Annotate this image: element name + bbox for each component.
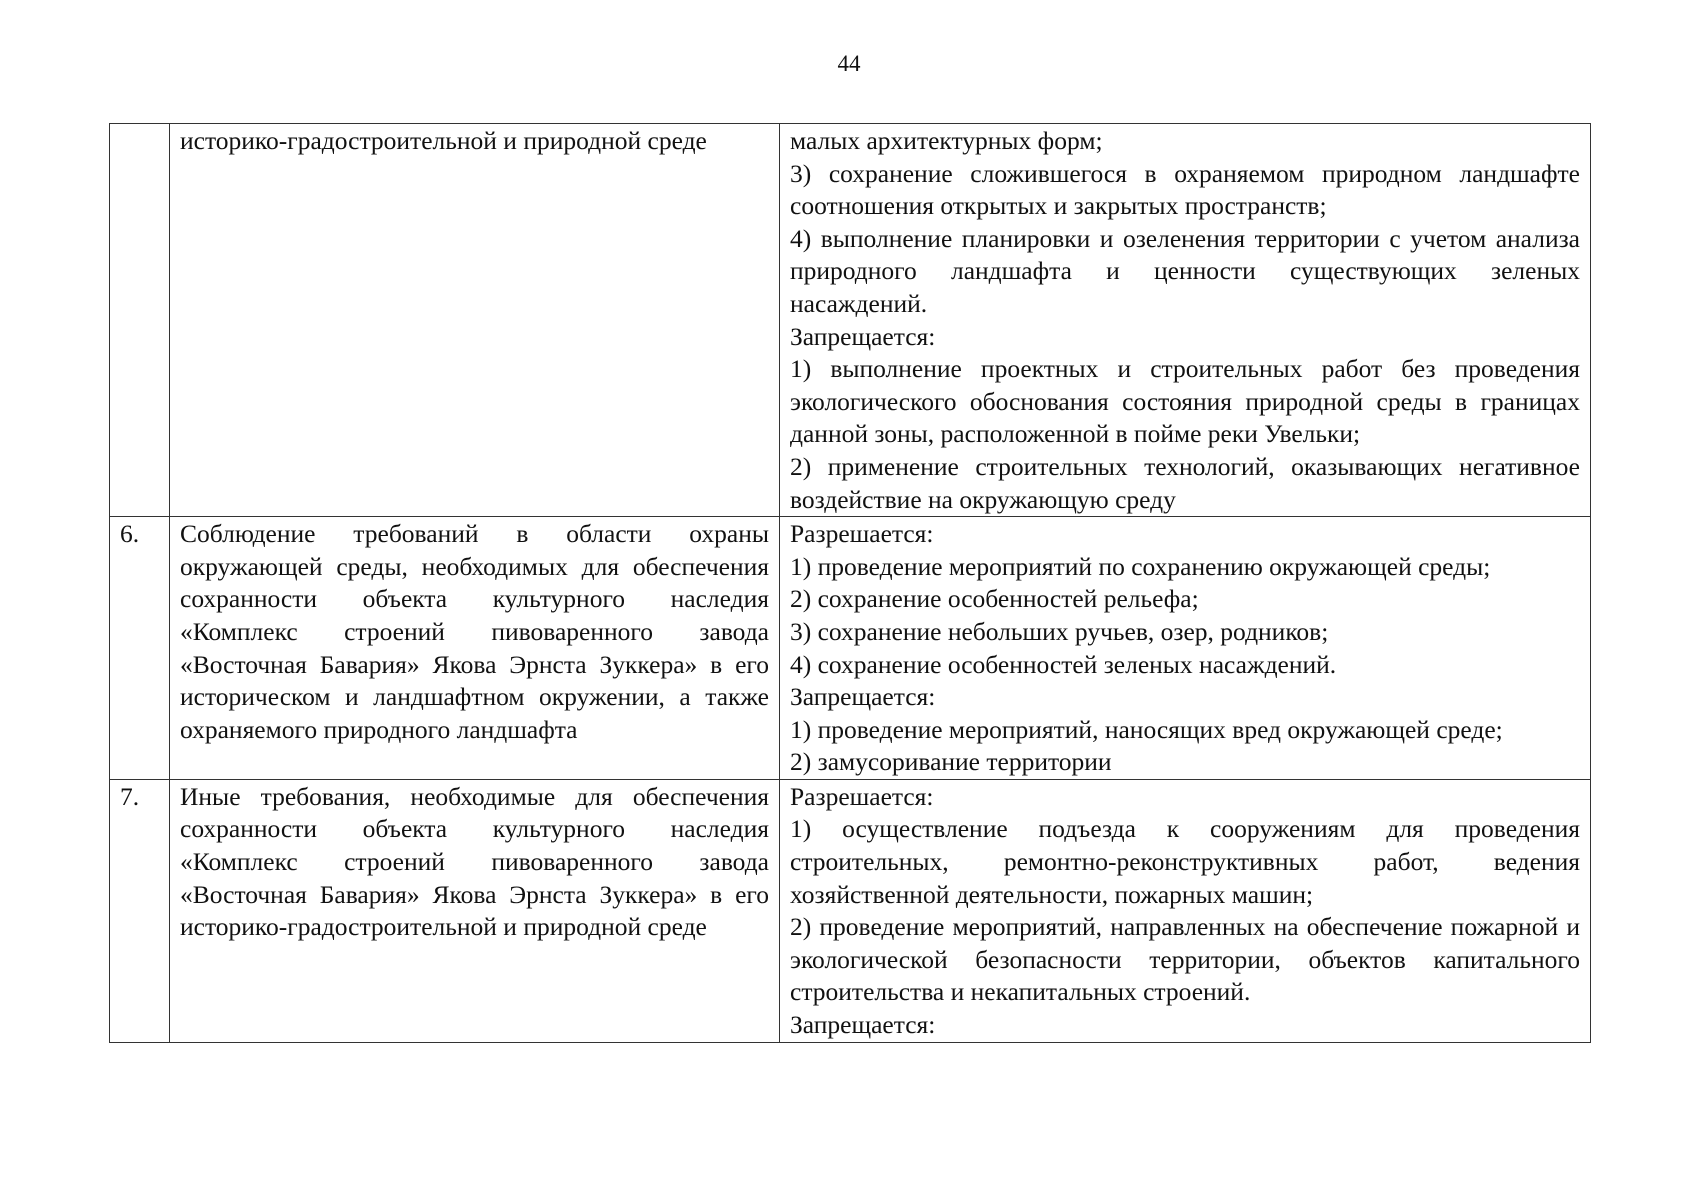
requirement-cell <box>170 124 780 517</box>
rule-line: Запрещается: <box>790 321 936 351</box>
rule-line: 4) сохранение особенностей зеленых насаждений. <box>790 649 1337 679</box>
requirement-text: историко-градостроительной и природной среде <box>180 126 707 155</box>
row-number <box>110 124 170 517</box>
page-number: 44 <box>837 51 861 76</box>
rule-line: Разрешается: <box>790 781 934 811</box>
rule-line: 2) применение строительных технологий, оказывающих негативное воздействие на окружающую среду <box>790 451 1580 514</box>
table-row <box>110 517 1591 780</box>
rule-line: 3) сохранение сложившегося в охраняемом природном ландшафте соотношения открытых и закрытых пространств; <box>790 158 1580 221</box>
requirement-text: Соблюдение требований в области охраны окружающей среды, необходимых для обеспечения сохранности объекта культурного наследия «Комплекс строений пивоваренного завода «Восточная Бавария» Якова Эрнста Зуккера» в его историческом и ландшафтном окружении, а также охраняемого природного ландшафта <box>180 519 769 744</box>
table-row <box>110 124 1591 517</box>
rule-line: Разрешается: <box>790 519 934 549</box>
table-row <box>110 779 1591 1042</box>
rule-line: 3) сохранение небольших ручьев, озер, родников; <box>790 616 1329 646</box>
requirement-text: Иные требования, необходимые для обеспечения сохранности объекта культурного наследия «Комплекс строений пивоваренного завода «Восточная Бавария» Якова Эрнста Зуккера» в его историко-градостроительной и природной среде <box>180 781 769 942</box>
row-number: 6. <box>110 517 170 780</box>
rule-line: 2) замусоривание территории <box>790 747 1112 777</box>
rule-line: Запрещается: <box>790 682 936 712</box>
rule-line: 1) выполнение проектных и строительных работ без проведения экологического обоснования состояния природной среды в границах данной зоны, расположенной в пойме реки Увельки; <box>790 354 1580 449</box>
rules-cell <box>780 124 1591 517</box>
requirement-cell <box>170 517 780 780</box>
rule-line: 1) проведение мероприятий, наносящих вред окружающей среде; <box>790 714 1503 744</box>
requirement-cell <box>170 779 780 1042</box>
rule-line: 1) осуществление подъезда к сооружениям для проведения строительных, ремонтно-реконструктивных работ, ведения хозяйственной деятельности, пожарных машин; <box>790 814 1580 909</box>
rule-line: 2) проведение мероприятий, направленных на обеспечение пожарной и экологической безопасности территории, объектов капитального строительства и некапитальных строений. <box>790 912 1580 1007</box>
rules-cell <box>780 779 1591 1042</box>
rule-line: Запрещается: <box>790 1010 936 1040</box>
rules-cell <box>780 517 1591 780</box>
rule-line: малых архитектурных форм; <box>790 126 1103 155</box>
rule-line: 1) проведение мероприятий по сохранению окружающей среды; <box>790 551 1491 581</box>
rule-line: 2) сохранение особенностей рельефа; <box>790 584 1199 614</box>
requirements-table <box>109 123 1591 1043</box>
row-number: 7. <box>110 779 170 1042</box>
rule-line: 4) выполнение планировки и озеленения территории с учетом анализа природного ландшафта и ценности существующих зеленых насаждений. <box>790 223 1580 318</box>
